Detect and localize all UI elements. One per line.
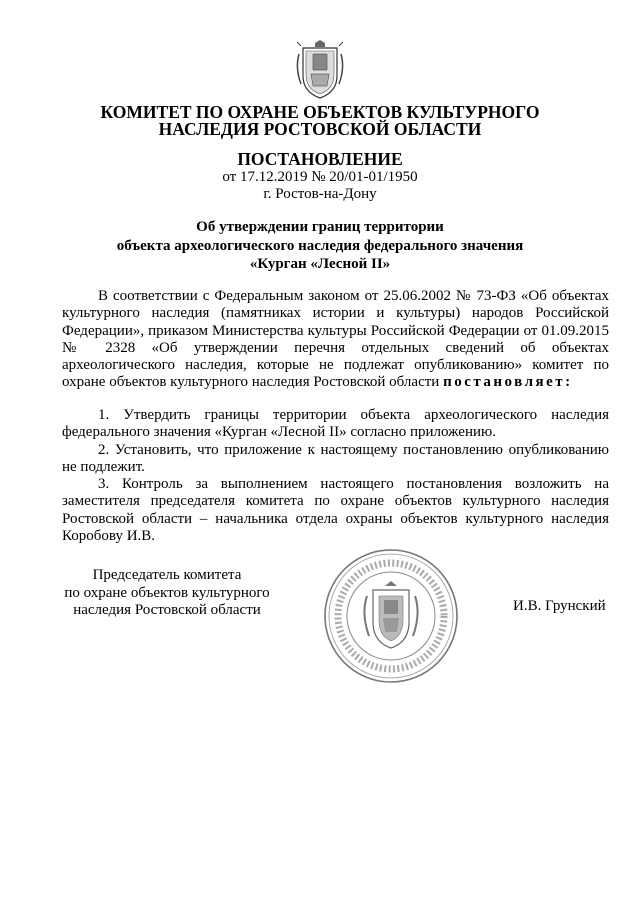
document-city: г. Ростов-на-Дону	[263, 186, 377, 202]
committee-line-1: КОМИТЕТ ПО ОХРАНЕ ОБЪЕКТОВ КУЛЬТУРНОГО	[100, 102, 540, 122]
subject-line-1: Об утверждении границ территории	[196, 219, 444, 235]
decree-item-2: 2. Установить, что приложение к настоящему постановлению опубликованию не подлежит.	[62, 441, 609, 475]
subject-line-2: объекта археологического наследия федерального значения	[116, 237, 524, 254]
signer-position-line-2: по охране объектов культурного	[64, 584, 270, 601]
decree-item-3: 3. Контроль за выполнением настоящего постановления возложить на заместителя председателя комитета по охране объектов культурного наследия Ростовской области – начальника отдела охраны объектов культурного наследия Коробову И.В.	[62, 476, 609, 545]
rostov-coat-of-arms-icon	[293, 40, 347, 100]
signer-position-line-1: Председатель комитета	[92, 567, 242, 583]
decree-items	[62, 407, 609, 545]
signer-position	[58, 567, 276, 620]
decree-item-1: 1. Утвердить границы территории объекта археологического наследия федерального значения «Курган «Лесной II» согласно приложению.	[62, 407, 609, 441]
committee-line-2: НАСЛЕДИЯ РОСТОВСКОЙ ОБЛАСТИ	[158, 119, 482, 139]
subject-line-3: «Курган «Лесной II»	[249, 256, 391, 272]
intro-paragraph	[62, 288, 609, 392]
signer-position-line-3: наследия Ростовской области	[73, 602, 261, 618]
document-date-number: от 17.12.2019 № 20/01-01/1950	[222, 169, 418, 185]
document-type: ПОСТАНОВЛЕНИЕ	[237, 149, 403, 169]
intro-text: В соответствии с Федеральным законом от 25.06.2002 № 73-ФЗ «Об объектах культурного наследия (памятниках истории и культуры) народов Российской Федерации», приказом Министерства культуры Российской Федерации от 01.09.2015 № 2328 «Об утверждении перечня отдельных сведений об объектах археологического наследия, которые не подлежат опубликованию» комитет по охране объектов культурного наследия Ростовской области	[62, 288, 609, 391]
signer-name: И.В. Грунский	[513, 598, 606, 614]
document-subject	[0, 218, 640, 274]
committee-name	[0, 104, 640, 138]
official-seal-icon	[323, 548, 459, 684]
decree-word: постановляет:	[443, 374, 573, 391]
